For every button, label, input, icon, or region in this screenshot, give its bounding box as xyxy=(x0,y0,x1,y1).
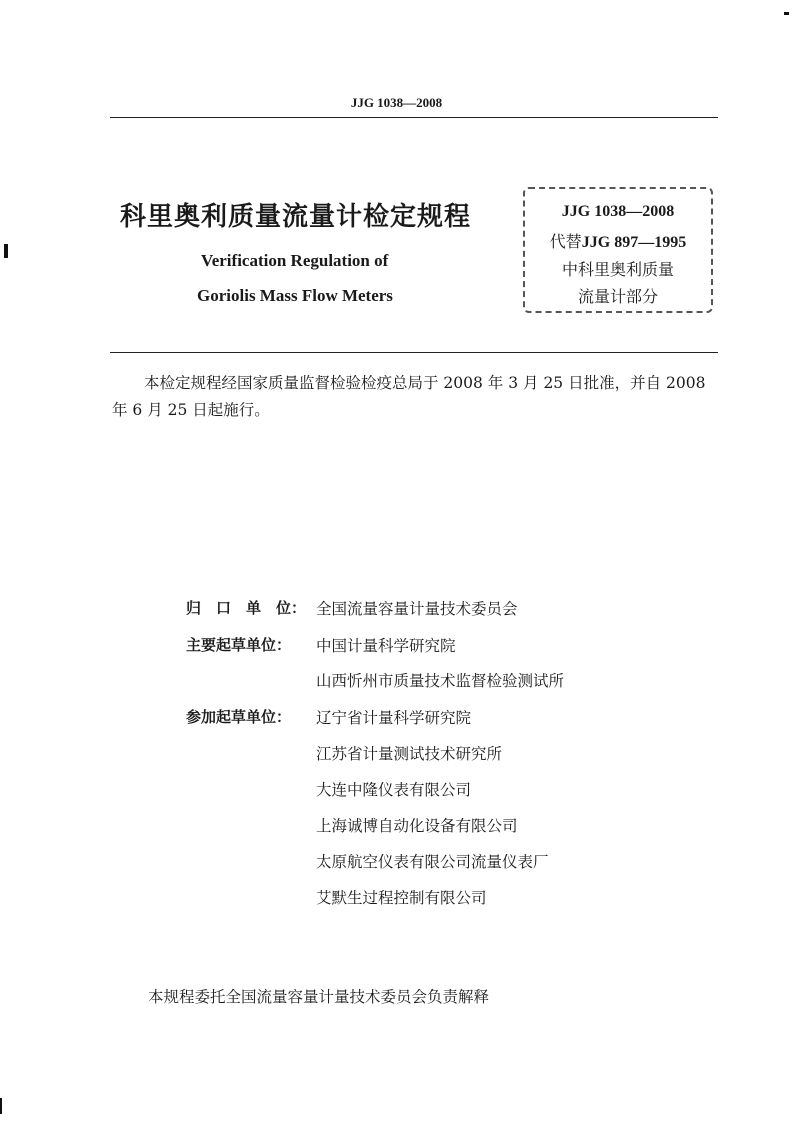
standard-number-box xyxy=(523,187,713,313)
replaces-label: 代替 xyxy=(549,232,582,251)
main-drafting-label: 主要起草单位： xyxy=(186,636,292,654)
replaces-line xyxy=(525,229,711,252)
main-drafting-unit: 山西忻州市质量技术监督检验测试所 xyxy=(316,672,565,690)
participating-unit: 太原航空仪表有限公司流量仪表厂 xyxy=(316,853,549,871)
approval-statement: 本检定规程经国家质量监督检验检疫总局于 2008 年 3 月 25 日批准，并自 2008 年 6 月 25 日起施行。 xyxy=(112,374,706,419)
participating-unit: 江苏省计量测试技术研究所 xyxy=(316,745,503,763)
scan-edge-mark xyxy=(784,12,789,15)
title-rule xyxy=(110,352,718,353)
participating-unit: 上海诚博自动化设备有限公司 xyxy=(316,817,518,835)
standard-number-dash: — xyxy=(626,203,643,220)
regulation-title-cn: 科里奥利质量流量计检定规程 xyxy=(120,202,472,232)
scan-edge-mark xyxy=(4,244,8,258)
participating-drafting-label: 参加起草单位： xyxy=(186,708,292,726)
regulation-title-en-line1: Verification Regulation of xyxy=(201,251,389,270)
interpretation-note: 本规程委托全国流量容量计量技术委员会负责解释 xyxy=(148,988,490,1006)
replaces-scope-line2: 流量计部分 xyxy=(577,287,658,306)
header-standard-code: JJG 1038—2008 xyxy=(350,95,443,110)
participating-unit: 艾默生过程控制有限公司 xyxy=(316,889,487,907)
main-drafting-unit: 中国计量科学研究院 xyxy=(316,637,456,655)
replaces-code: JJG 897—1995 xyxy=(581,234,687,251)
scan-edge-mark xyxy=(0,1098,2,1114)
responsible-unit-label: 归 口 单 位： xyxy=(186,599,307,617)
responsible-unit-value: 全国流量容量计量技术委员会 xyxy=(316,600,518,618)
participating-unit: 辽宁省计量科学研究院 xyxy=(316,709,472,727)
standard-number xyxy=(525,201,711,221)
replaces-scope-line1: 中科里奥利质量 xyxy=(561,260,674,279)
regulation-title-en-line2: Goriolis Mass Flow Meters xyxy=(197,286,393,305)
standard-number-prefix: JJG 1038 xyxy=(561,203,627,220)
header-rule xyxy=(110,117,718,118)
participating-unit: 大连中隆仪表有限公司 xyxy=(316,781,472,799)
standard-number-year: 2008 xyxy=(642,203,675,220)
